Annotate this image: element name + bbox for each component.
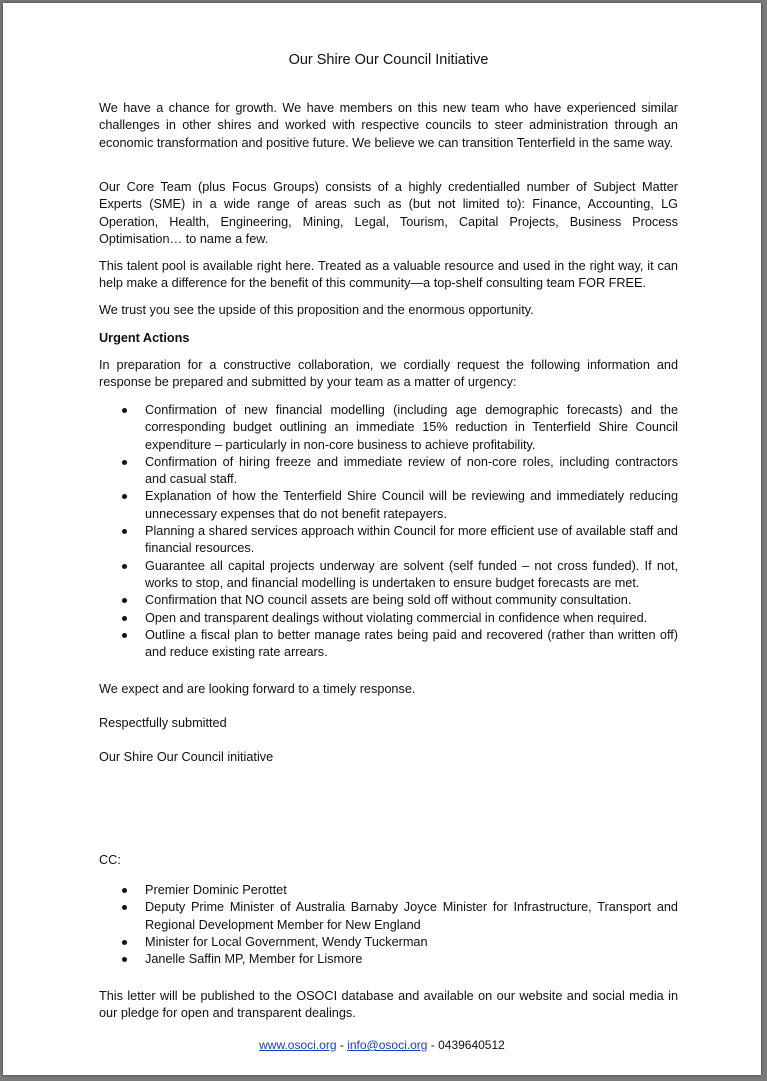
urgent-intro: In preparation for a constructive collaboration, we cordially request the following information and response be prepared and submitted by your team as a matter of urgency: <box>99 358 678 390</box>
contact-footer <box>3 1038 761 1052</box>
list-item: Confirmation that NO council assets are being sold off without community consultation. <box>99 592 678 609</box>
footer-separator: - <box>427 1038 439 1052</box>
core-team-paragraph: Our Core Team (plus Focus Groups) consists of a highly credentialled number of Subject Matter Experts (SME) in a wide range of areas such as (but not limited to): Finance, Accounting, LG Operation, Health, Engineering, Mining, Legal, Tourism, Capital Projects, Business Process Optimisation… to name a few. <box>99 180 678 246</box>
urgent-actions-list <box>99 402 678 661</box>
footer-separator: - <box>336 1038 348 1052</box>
closing-line: We expect and are looking forward to a timely response. <box>99 682 416 696</box>
list-item: Planning a shared services approach within Council for more efficient use of available staff and financial resources. <box>99 523 678 558</box>
document-page <box>3 3 761 1075</box>
list-item: Confirmation of new financial modelling (including age demographic forecasts) and the corresponding budget outlining an immediate 15% reduction in Tenterfield Shire Council expenditure – particularly in non-core business to achieve profitability. <box>99 402 678 454</box>
list-item: Outline a fiscal plan to better manage rates being paid and recovered (rather than written off) and reduce existing rate arrears. <box>99 627 678 662</box>
phone-number: 0439640512 <box>438 1038 505 1052</box>
talent-pool-paragraph: This talent pool is available right here. Treated as a valuable resource and used in the right way, it can help make a difference for the benefit of this community—a top-shelf consulting team FOR FREE. <box>99 259 678 291</box>
urgent-actions-heading: Urgent Actions <box>99 331 190 345</box>
list-item: Deputy Prime Minister of Australia Barnaby Joyce Minister for Infrastructure, Transport and Regional Development Member for New England <box>99 899 678 934</box>
list-item: Minister for Local Government, Wendy Tuckerman <box>99 934 678 951</box>
cc-list <box>99 882 678 968</box>
cc-label: CC: <box>99 853 121 867</box>
publication-note: This letter will be published to the OSOCI database and available on our website and social media in our pledge for open and transparent dealings. <box>99 989 678 1021</box>
signature: Our Shire Our Council initiative <box>99 750 274 764</box>
trust-paragraph: We trust you see the upside of this proposition and the enormous opportunity. <box>99 303 534 317</box>
list-item: Guarantee all capital projects underway are solvent (self funded – not cross funded). If not, works to stop, and financial modelling is undertaken to ensure budget forecasts are met. <box>99 558 678 593</box>
list-item: Explanation of how the Tenterfield Shire Council will be reviewing and immediately reducing unnecessary expenses that do not benefit ratepayers. <box>99 488 678 523</box>
signoff: Respectfully submitted <box>99 716 227 730</box>
email-link[interactable]: info@osoci.org <box>347 1038 428 1052</box>
list-item: Open and transparent dealings without violating commercial in confidence when required. <box>99 610 678 627</box>
list-item: Janelle Saffin MP, Member for Lismore <box>99 951 678 968</box>
list-item: Premier Dominic Perottet <box>99 882 678 899</box>
website-link[interactable]: www.osoci.org <box>259 1038 337 1052</box>
document-title: Our Shire Our Council Initiative <box>288 52 489 68</box>
intro-paragraph: We have a chance for growth. We have members on this new team who have experienced similar challenges in other shires and worked with respective councils to steer administration through an economic transformation and positive future. We believe we can transition Tenterfield in the same way. <box>99 101 678 150</box>
list-item: Confirmation of hiring freeze and immediate review of non-core roles, including contractors and casual staff. <box>99 454 678 489</box>
